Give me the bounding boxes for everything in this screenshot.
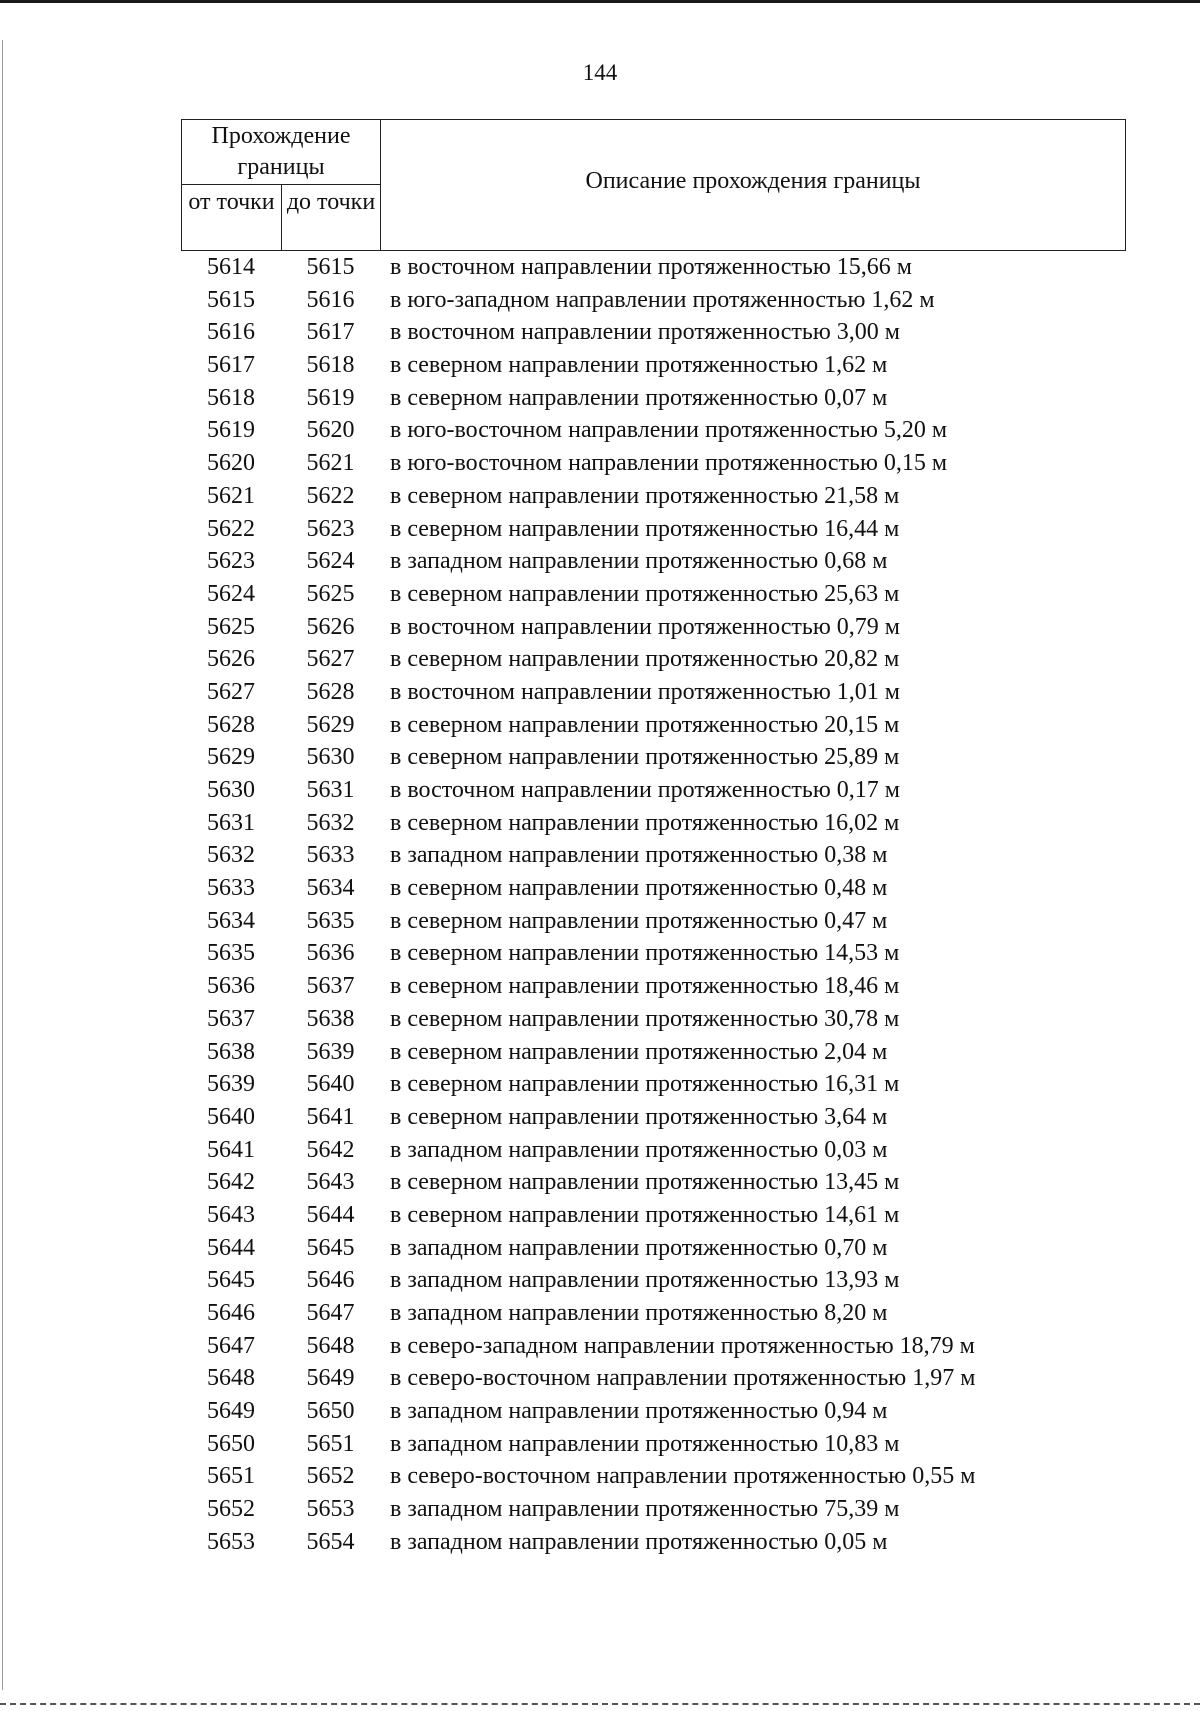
from-point-cell: 5652	[207, 1496, 255, 1523]
description-cell: в восточном направлении протяженностью 15,66 м	[390, 254, 912, 280]
to-point-cell: 5627	[306, 646, 355, 673]
table-row	[181, 447, 1126, 480]
table-row	[181, 1134, 1126, 1167]
table-row	[181, 643, 1126, 676]
table-row	[181, 1395, 1126, 1428]
description-cell: в западном направлении протяженностью 10,83 м	[390, 1430, 900, 1457]
table-body	[181, 251, 1126, 1559]
description-cell: в западном направлении протяженностью 75,39 м	[390, 1496, 900, 1523]
to-point-cell: 5654	[306, 1528, 355, 1555]
to-point-cell: 5626	[306, 613, 355, 640]
to-point-cell: 5618	[306, 352, 355, 379]
description-cell: в северном направлении протяженностью 14,53 м	[390, 940, 900, 967]
scan-edge-left	[2, 40, 3, 1690]
description-cell: в северном направлении протяженностью 2,04 м	[390, 1038, 888, 1065]
from-point-cell: 5649	[207, 1398, 255, 1425]
description-cell: в северном направлении протяженностью 0,47 м	[390, 907, 888, 934]
table-row	[181, 382, 1126, 415]
table-row	[181, 1264, 1126, 1297]
table-row	[181, 480, 1126, 513]
description-cell: в восточном направлении протяженностью 0,79 м	[390, 613, 900, 640]
from-point-cell: 5619	[207, 417, 255, 444]
description-cell: в северном направлении протяженностью 0,48 м	[390, 875, 888, 902]
table-row	[181, 1330, 1126, 1363]
description-cell: в западном направлении протяженностью 0,68 м	[390, 548, 888, 575]
from-point-cell: 5639	[207, 1071, 255, 1098]
table-row	[181, 316, 1126, 349]
to-point-cell: 5625	[306, 580, 355, 607]
description-cell: в северном направлении протяженностью 16,44 м	[390, 515, 900, 542]
to-point-cell: 5636	[306, 940, 355, 967]
description-cell: в северном направлении протяженностью 20,82 м	[390, 646, 900, 673]
table-row	[181, 1232, 1126, 1265]
table-row	[181, 872, 1126, 905]
to-point-cell: 5635	[306, 907, 355, 934]
table-row	[181, 774, 1126, 807]
description-cell: в юго-восточном направлении протяженностью 5,20 м	[390, 417, 948, 444]
from-point-cell: 5638	[207, 1038, 255, 1065]
table-row	[181, 414, 1126, 447]
table-row	[181, 1166, 1126, 1199]
from-point-cell: 5637	[207, 1005, 255, 1032]
from-point-cell: 5615	[207, 286, 255, 313]
from-point-cell: 5651	[207, 1463, 255, 1490]
to-point-cell: 5615	[306, 254, 355, 280]
table-row	[181, 937, 1126, 970]
table-row	[181, 676, 1126, 709]
from-point-cell: 5642	[207, 1169, 255, 1196]
to-point-cell: 5638	[306, 1005, 355, 1032]
table-row	[181, 1199, 1126, 1232]
from-point-cell: 5645	[207, 1267, 255, 1294]
to-point-cell: 5623	[306, 515, 355, 542]
to-point-cell: 5642	[306, 1136, 355, 1163]
to-point-cell: 5653	[306, 1496, 355, 1523]
to-point-cell: 5651	[306, 1430, 355, 1457]
to-point-cell: 5621	[306, 450, 355, 477]
description-cell: в западном направлении протяженностью 13,93 м	[390, 1267, 900, 1294]
description-cell: в северном направлении протяженностью 1,62 м	[390, 352, 888, 379]
from-point-cell: 5643	[207, 1201, 255, 1228]
table-row	[181, 545, 1126, 578]
description-cell: в западном направлении протяженностью 0,70 м	[390, 1234, 888, 1261]
to-point-cell: 5624	[306, 548, 355, 575]
table-row	[181, 709, 1126, 742]
description-cell: в восточном направлении протяженностью 1,01 м	[390, 678, 900, 705]
from-point-cell: 5634	[207, 907, 255, 934]
table-row	[181, 839, 1126, 872]
table-row	[181, 807, 1126, 840]
to-point-cell: 5648	[306, 1332, 355, 1359]
boundary-table	[181, 119, 1126, 1559]
to-point-cell: 5620	[306, 417, 355, 444]
table-row	[181, 513, 1126, 546]
description-cell: в северном направлении протяженностью 18,46 м	[390, 973, 900, 1000]
to-point-cell: 5639	[306, 1038, 355, 1065]
from-point-cell: 5635	[207, 940, 255, 967]
description-cell: в северном направлении протяженностью 25,89 м	[390, 744, 900, 771]
table-row	[181, 611, 1126, 644]
from-point-cell: 5646	[207, 1300, 255, 1326]
scan-edge-bottom	[0, 1703, 1200, 1708]
from-point-cell: 5621	[207, 482, 255, 509]
description-cell: в северном направлении протяженностью 20,15 м	[390, 711, 900, 738]
from-point-cell: 5640	[207, 1103, 255, 1130]
to-point-cell: 5628	[306, 678, 355, 705]
to-point-cell: 5646	[306, 1267, 355, 1294]
table-row	[181, 578, 1126, 611]
description-cell: в северо-восточном направлении протяженностью 0,55 м	[390, 1463, 976, 1490]
to-point-cell: 5633	[306, 842, 355, 869]
from-point-cell: 5630	[207, 777, 255, 803]
page-number: 144	[582, 60, 618, 85]
to-point-cell: 5632	[306, 809, 355, 836]
description-cell: в западном направлении протяженностью 8,20 м	[390, 1300, 888, 1326]
table-row	[181, 1101, 1126, 1134]
description-cell: в северном направлении протяженностью 14,61 м	[390, 1201, 900, 1228]
description-cell: в юго-западном направлении протяженностью 1,62 м	[390, 286, 935, 313]
to-point-cell: 5637	[306, 973, 355, 1000]
description-cell: в северном направлении протяженностью 30,78 м	[390, 1005, 900, 1032]
description-cell: в западном направлении протяженностью 0,03 м	[390, 1136, 888, 1163]
table-row	[181, 1036, 1126, 1069]
header-from-point: от точки	[182, 185, 282, 251]
from-point-cell: 5631	[207, 809, 255, 836]
table-row	[181, 284, 1126, 317]
description-cell: в западном направлении протяженностью 0,38 м	[390, 842, 888, 869]
header-description: Описание прохождения границы	[585, 167, 921, 194]
to-point-cell: 5644	[306, 1201, 355, 1228]
from-point-cell: 5629	[207, 744, 255, 771]
from-point-cell: 5624	[207, 580, 255, 607]
from-point-cell: 5633	[207, 875, 255, 902]
description-cell: в восточном направлении протяженностью 3,00 м	[390, 319, 900, 346]
header-boundary-passage: Прохождение границы	[182, 120, 381, 185]
description-cell: в северном направлении протяженностью 16,02 м	[390, 809, 900, 836]
to-point-cell: 5641	[306, 1103, 355, 1130]
from-point-cell: 5616	[207, 319, 255, 346]
description-cell: в северном направлении протяженностью 3,64 м	[390, 1103, 888, 1130]
description-cell: в северном направлении протяженностью 21,58 м	[390, 482, 900, 509]
to-point-cell: 5647	[306, 1300, 355, 1326]
description-cell: в северо-восточном направлении протяженностью 1,97 м	[390, 1365, 976, 1392]
table-row	[181, 349, 1126, 382]
to-point-cell: 5629	[306, 711, 355, 738]
table-row	[181, 905, 1126, 938]
description-cell: в юго-восточном направлении протяженностью 0,15 м	[390, 450, 948, 477]
table-row	[181, 1003, 1126, 1036]
from-point-cell: 5644	[207, 1234, 255, 1261]
table-row	[181, 970, 1126, 1003]
to-point-cell: 5645	[306, 1234, 355, 1261]
from-point-cell: 5648	[207, 1365, 255, 1392]
to-point-cell: 5616	[306, 286, 355, 313]
table-row	[181, 1068, 1126, 1101]
from-point-cell: 5632	[207, 842, 255, 869]
from-point-cell: 5636	[207, 973, 255, 1000]
to-point-cell: 5640	[306, 1071, 355, 1098]
table-row	[181, 741, 1126, 774]
to-point-cell: 5622	[306, 482, 355, 509]
from-point-cell: 5623	[207, 548, 255, 575]
description-cell: в северном направлении протяженностью 13,45 м	[390, 1169, 900, 1196]
description-cell: в северном направлении протяженностью 0,07 м	[390, 384, 888, 411]
table-row	[181, 1526, 1126, 1559]
from-point-cell: 5641	[207, 1136, 255, 1163]
description-cell: в восточном направлении протяженностью 0,17 м	[390, 777, 900, 803]
table-header	[181, 119, 1126, 251]
scan-edge-top	[0, 0, 1200, 3]
to-point-cell: 5617	[306, 319, 355, 346]
description-cell: в северном направлении протяженностью 16,31 м	[390, 1071, 900, 1098]
from-point-cell: 5614	[207, 254, 255, 280]
from-point-cell: 5622	[207, 515, 255, 542]
to-point-cell: 5649	[306, 1365, 355, 1392]
from-point-cell: 5618	[207, 384, 255, 411]
from-point-cell: 5647	[207, 1332, 255, 1359]
to-point-cell: 5650	[306, 1398, 355, 1425]
to-point-cell: 5643	[306, 1169, 355, 1196]
description-cell: в северном направлении протяженностью 25,63 м	[390, 580, 900, 607]
header-to-point: до точки	[282, 185, 381, 251]
to-point-cell: 5630	[306, 744, 355, 771]
to-point-cell: 5634	[306, 875, 355, 902]
to-point-cell: 5631	[306, 777, 355, 803]
table-row	[181, 251, 1126, 284]
description-cell: в северо-западном направлении протяженностью 18,79 м	[390, 1332, 975, 1359]
from-point-cell: 5626	[207, 646, 255, 673]
from-point-cell: 5627	[207, 678, 255, 705]
table-row	[181, 1362, 1126, 1395]
from-point-cell: 5650	[207, 1430, 255, 1457]
table-row	[181, 1297, 1126, 1330]
table-row	[181, 1493, 1126, 1526]
from-point-cell: 5628	[207, 711, 255, 738]
to-point-cell: 5652	[306, 1463, 355, 1490]
to-point-cell: 5619	[306, 384, 355, 411]
description-cell: в западном направлении протяженностью 0,94 м	[390, 1398, 888, 1425]
table-row	[181, 1428, 1126, 1461]
description-cell: в западном направлении протяженностью 0,05 м	[390, 1528, 888, 1555]
from-point-cell: 5653	[207, 1528, 255, 1555]
table-row	[181, 1460, 1126, 1493]
from-point-cell: 5617	[207, 352, 255, 379]
from-point-cell: 5620	[207, 450, 255, 477]
from-point-cell: 5625	[207, 613, 255, 640]
